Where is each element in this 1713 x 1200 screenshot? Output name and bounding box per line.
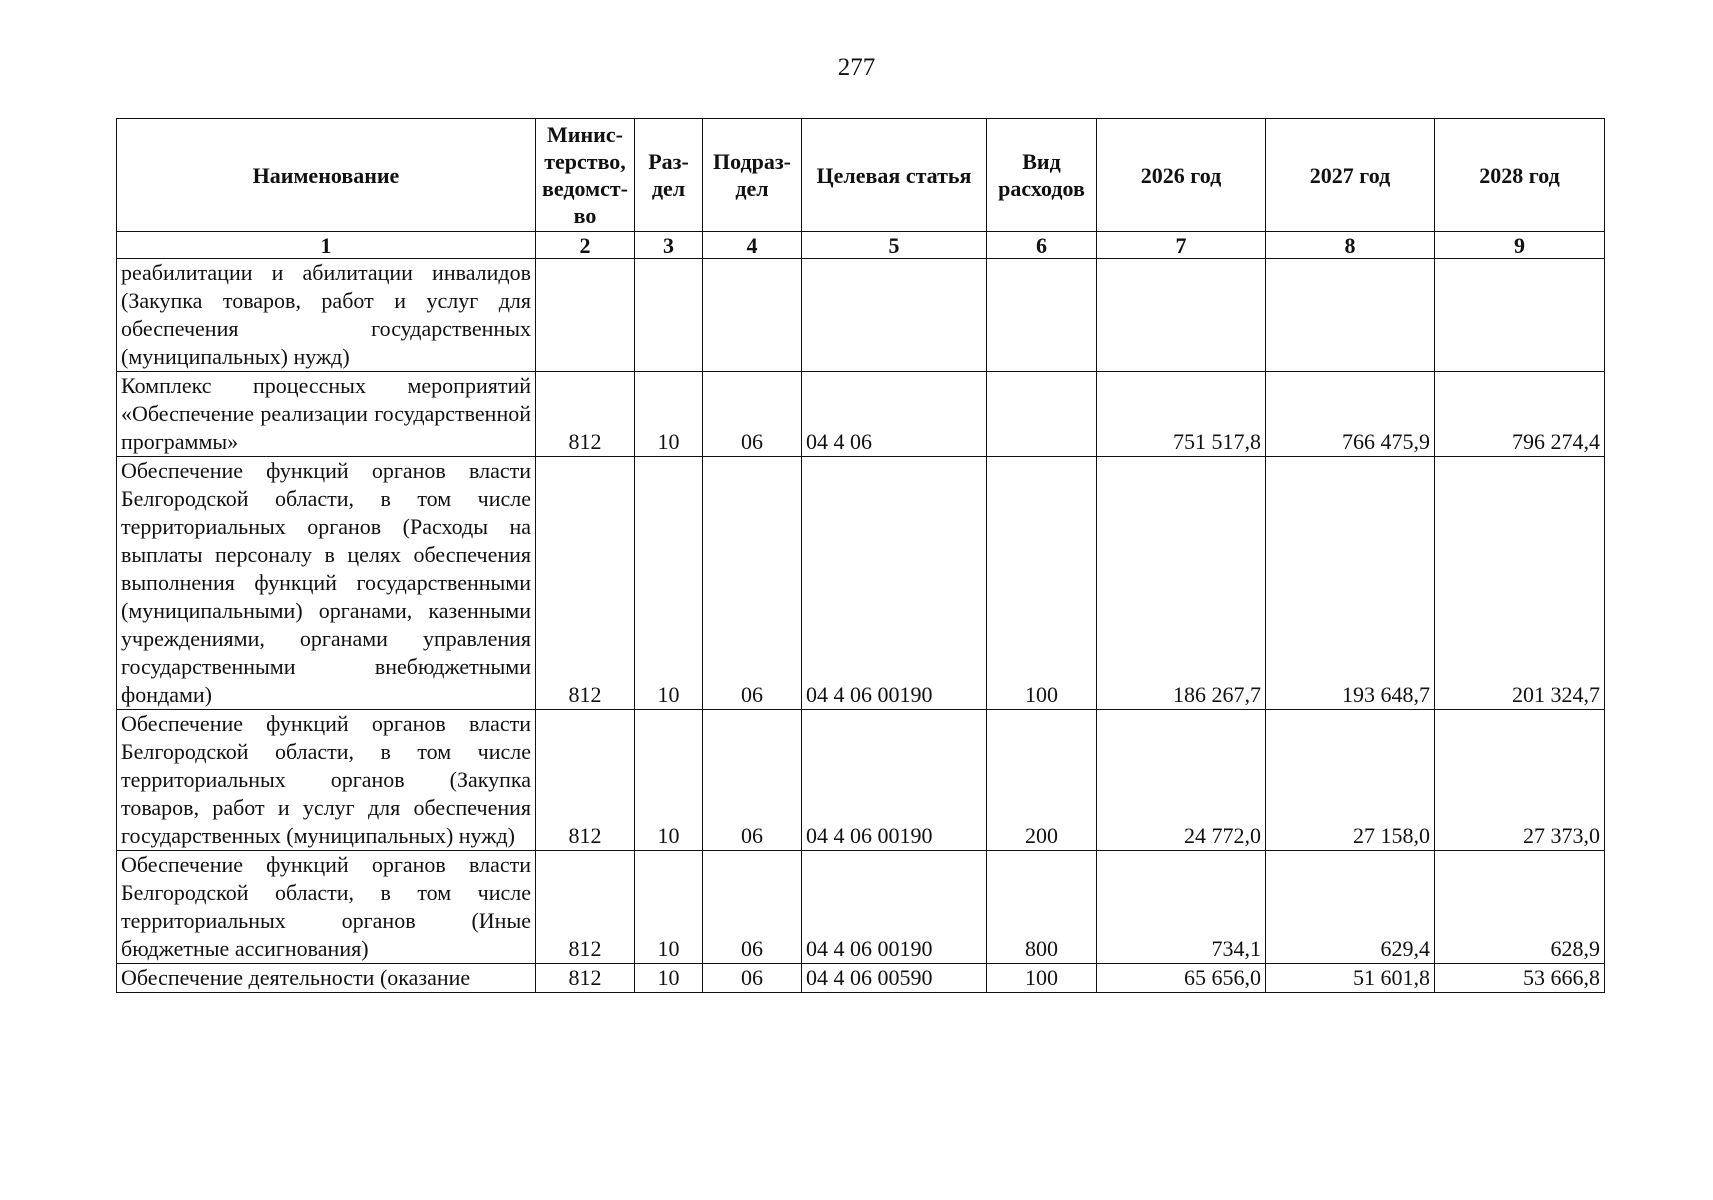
header-expense-type: Вид расходов xyxy=(987,119,1097,232)
column-number: 7 xyxy=(1097,232,1266,259)
budget-table xyxy=(116,118,1605,993)
row-2027: 51 601,8 xyxy=(1266,964,1435,993)
row-section: 10 xyxy=(635,372,703,457)
table-row xyxy=(117,259,1605,372)
header-section: Раз-дел xyxy=(635,119,703,232)
row-name: Обеспечение функций органов власти Белгородской области, в том числе территориальных органов (Иные бюджетные ассигнования) xyxy=(117,851,536,964)
header-2026: 2026 год xyxy=(1097,119,1266,232)
table-row xyxy=(117,851,1605,964)
row-2026: 186 267,7 xyxy=(1097,457,1266,710)
row-expense-type xyxy=(987,372,1097,457)
row-section: 10 xyxy=(635,457,703,710)
column-number: 1 xyxy=(117,232,536,259)
row-target: 04 4 06 00190 xyxy=(802,457,987,710)
table-row xyxy=(117,457,1605,710)
row-section xyxy=(635,259,703,372)
row-subsection xyxy=(703,259,802,372)
row-2027: 27 158,0 xyxy=(1266,710,1435,851)
row-2027: 629,4 xyxy=(1266,851,1435,964)
row-name: реабилитации и абилитации инвалидов (Закупка товаров, работ и услуг для обеспечения государственных (муниципальных) нужд) xyxy=(117,259,536,372)
row-ministry: 812 xyxy=(536,851,635,964)
row-section: 10 xyxy=(635,710,703,851)
row-name: Обеспечение функций органов власти Белгородской области, в том числе территориальных органов (Закупка товаров, работ и услуг для обеспечения государственных (муниципальных) нужд) xyxy=(117,710,536,851)
row-ministry: 812 xyxy=(536,964,635,993)
column-number: 5 xyxy=(802,232,987,259)
header-target: Целевая статья xyxy=(802,119,987,232)
column-number: 2 xyxy=(536,232,635,259)
header-name: Наименование xyxy=(117,119,536,232)
row-subsection: 06 xyxy=(703,457,802,710)
row-2026: 734,1 xyxy=(1097,851,1266,964)
row-ministry: 812 xyxy=(536,710,635,851)
row-subsection: 06 xyxy=(703,964,802,993)
row-target: 04 4 06 00190 xyxy=(802,710,987,851)
row-expense-type: 200 xyxy=(987,710,1097,851)
column-number: 8 xyxy=(1266,232,1435,259)
row-2028: 628,9 xyxy=(1435,851,1605,964)
row-expense-type: 800 xyxy=(987,851,1097,964)
row-name: Комплекс процессных мероприятий «Обеспечение реализации государственной программы» xyxy=(117,372,536,457)
row-2028: 201 324,7 xyxy=(1435,457,1605,710)
header-subsection: Подраз-дел xyxy=(703,119,802,232)
row-subsection: 06 xyxy=(703,710,802,851)
row-2028: 53 666,8 xyxy=(1435,964,1605,993)
table-row xyxy=(117,964,1605,993)
row-2028 xyxy=(1435,259,1605,372)
row-2028: 796 274,4 xyxy=(1435,372,1605,457)
row-expense-type: 100 xyxy=(987,964,1097,993)
column-number: 6 xyxy=(987,232,1097,259)
row-2026: 24 772,0 xyxy=(1097,710,1266,851)
column-number-row xyxy=(117,232,1605,259)
row-section: 10 xyxy=(635,851,703,964)
row-expense-type xyxy=(987,259,1097,372)
row-2026: 65 656,0 xyxy=(1097,964,1266,993)
row-name: Обеспечение деятельности (оказание xyxy=(117,964,536,993)
row-2026 xyxy=(1097,259,1266,372)
column-number: 9 xyxy=(1435,232,1605,259)
row-subsection: 06 xyxy=(703,372,802,457)
row-subsection: 06 xyxy=(703,851,802,964)
row-expense-type: 100 xyxy=(987,457,1097,710)
row-2026: 751 517,8 xyxy=(1097,372,1266,457)
header-row xyxy=(117,119,1605,232)
row-target: 04 4 06 00590 xyxy=(802,964,987,993)
row-2027: 193 648,7 xyxy=(1266,457,1435,710)
row-target xyxy=(802,259,987,372)
row-ministry: 812 xyxy=(536,372,635,457)
row-2027: 766 475,9 xyxy=(1266,372,1435,457)
table-row xyxy=(117,710,1605,851)
page-number: 277 xyxy=(837,54,876,81)
row-2027 xyxy=(1266,259,1435,372)
header-ministry: Минис-терство, ведомст-во xyxy=(536,119,635,232)
header-2028: 2028 год xyxy=(1435,119,1605,232)
row-ministry xyxy=(536,259,635,372)
column-number: 3 xyxy=(635,232,703,259)
row-section: 10 xyxy=(635,964,703,993)
row-name: Обеспечение функций органов власти Белгородской области, в том числе территориальных органов (Расходы на выплаты персоналу в целях обеспечения выполнения функций государственными (муниципальными) органами, казенными учреждениями, органами управления государственными внебюджетными фондами) xyxy=(117,457,536,710)
column-number: 4 xyxy=(703,232,802,259)
header-2027: 2027 год xyxy=(1266,119,1435,232)
table-row xyxy=(117,372,1605,457)
row-2028: 27 373,0 xyxy=(1435,710,1605,851)
row-target: 04 4 06 00190 xyxy=(802,851,987,964)
row-target: 04 4 06 xyxy=(802,372,987,457)
row-ministry: 812 xyxy=(536,457,635,710)
